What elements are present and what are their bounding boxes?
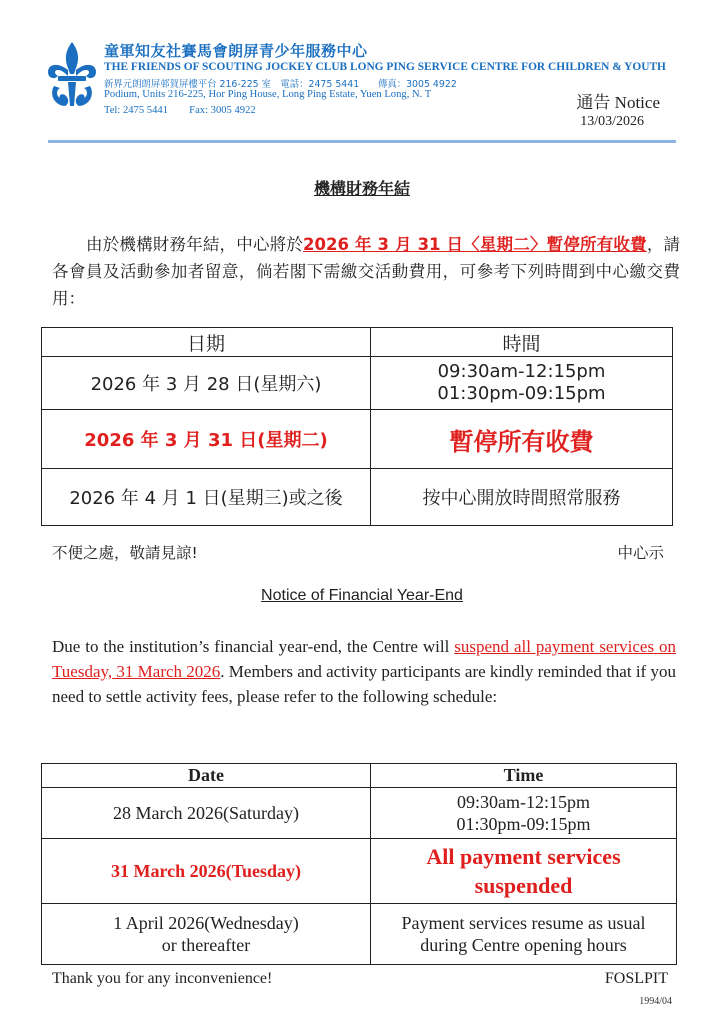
row3-time-1-en: Payment services resume as usual [401, 913, 646, 933]
paragraph-zh-highlight: 2026 年 3 月 31 日〈星期二〉暫停所有收費 [303, 235, 647, 254]
table-row [42, 904, 677, 965]
notice-label: 通告 Notice [576, 93, 660, 112]
tel-fax-en: Tel: 2475 5441 Fax: 3005 4922 [104, 105, 256, 116]
row3-date-2-en: or thereafter [161, 935, 251, 955]
apology-en: Thank you for any inconvenience! [52, 970, 273, 987]
header-time-zh: 時間 [371, 328, 673, 357]
row1-date-en: 28 March 2026(Saturday) [42, 788, 371, 839]
org-name-zh: 童軍知友社賽馬會朗屏青少年服務中心 [104, 42, 368, 60]
paragraph-en-part2: . Members and activity participants are kindly reminded that if you need to settle activity fees, please refer to the following schedule: [52, 662, 676, 706]
paragraph-zh [52, 231, 680, 312]
address-zh: 新界元朗朗屏邨賀屏樓平台 216-225 室 電話：2475 5441 傳真：3005 4922 [104, 79, 457, 90]
table-row [42, 357, 673, 410]
paragraph-en-part1: Due to the institution’s financial year-end, the Centre will [52, 637, 455, 656]
header-date-zh: 日期 [42, 328, 371, 357]
row1-time-en [371, 788, 677, 839]
org-name-en: THE FRIENDS OF SCOUTING JOCKEY CLUB LONG PING SERVICE CENTRE FOR CHILDREN & YOUTH [104, 61, 666, 73]
row3-time-en [371, 904, 677, 965]
table-row [42, 410, 673, 469]
row2-date-en: 31 March 2026(Tuesday) [42, 839, 371, 904]
table-row [42, 788, 677, 839]
header-time-en: Time [371, 764, 677, 788]
table-row [42, 469, 673, 526]
row1-time-zh [371, 357, 673, 410]
row2-time-2-en: suspended [474, 873, 573, 898]
row2-date-zh: 2026 年 3 月 31 日(星期二) [42, 410, 371, 469]
paragraph-zh-part1: 由於機構財務年結，中心將於 [86, 235, 304, 254]
table-header-row [42, 328, 673, 357]
header-date-en: Date [42, 764, 371, 788]
address-en: Podium, Units 216-225, Hor Ping House, Long Ping Estate, Yuen Long, N. T [104, 89, 432, 100]
row3-date-1-en: 1 April 2026(Wednesday) [113, 913, 299, 933]
row2-time-en [371, 839, 677, 904]
row1-time-1-zh: 09:30am-12:15pm [437, 361, 606, 382]
paragraph-zh-part2: ，請各會員及活動參加者留意，倘若閣下需繳交活動費用，可參考下列時間到中心繳交費用： [52, 235, 681, 308]
paragraph-en [52, 634, 676, 709]
table-row [42, 839, 677, 904]
header-divider [48, 140, 676, 143]
row1-time-1-en: 09:30am-12:15pm [457, 792, 590, 812]
schedule-table-zh [41, 327, 673, 526]
schedule-table-en [41, 763, 677, 965]
form-code: 1994/04 [639, 996, 672, 1007]
row2-time-zh: 暫停所有收費 [371, 410, 673, 469]
row2-time-1-en: All payment services [426, 844, 621, 869]
row3-date-zh: 2026 年 4 月 1 日(星期三)或之後 [42, 469, 371, 526]
signature-en: FOSLPIT [604, 970, 668, 987]
row1-time-2-zh: 01:30pm-09:15pm [437, 383, 606, 404]
notice-date: 13/03/2026 [580, 114, 644, 129]
row3-time-2-en: during Centre opening hours [420, 935, 627, 955]
title-en: Notice of Financial Year-End [261, 587, 463, 604]
apology-zh: 不便之處，敬請見諒! [52, 544, 198, 562]
title-zh: 機構財務年結 [313, 179, 410, 198]
row3-time-zh: 按中心開放時間照常服務 [371, 469, 673, 526]
signature-zh: 中心示 [617, 544, 664, 562]
paragraph-en-highlight: suspend all payment services on Tuesday, 31 March 2026 [52, 637, 676, 681]
table-header-row [42, 764, 677, 788]
scout-fleur-de-lis-logo [44, 40, 100, 110]
row1-time-2-en: 01:30pm-09:15pm [456, 814, 591, 834]
row1-date-zh: 2026 年 3 月 28 日(星期六) [42, 357, 371, 410]
row3-date-en [42, 904, 371, 965]
